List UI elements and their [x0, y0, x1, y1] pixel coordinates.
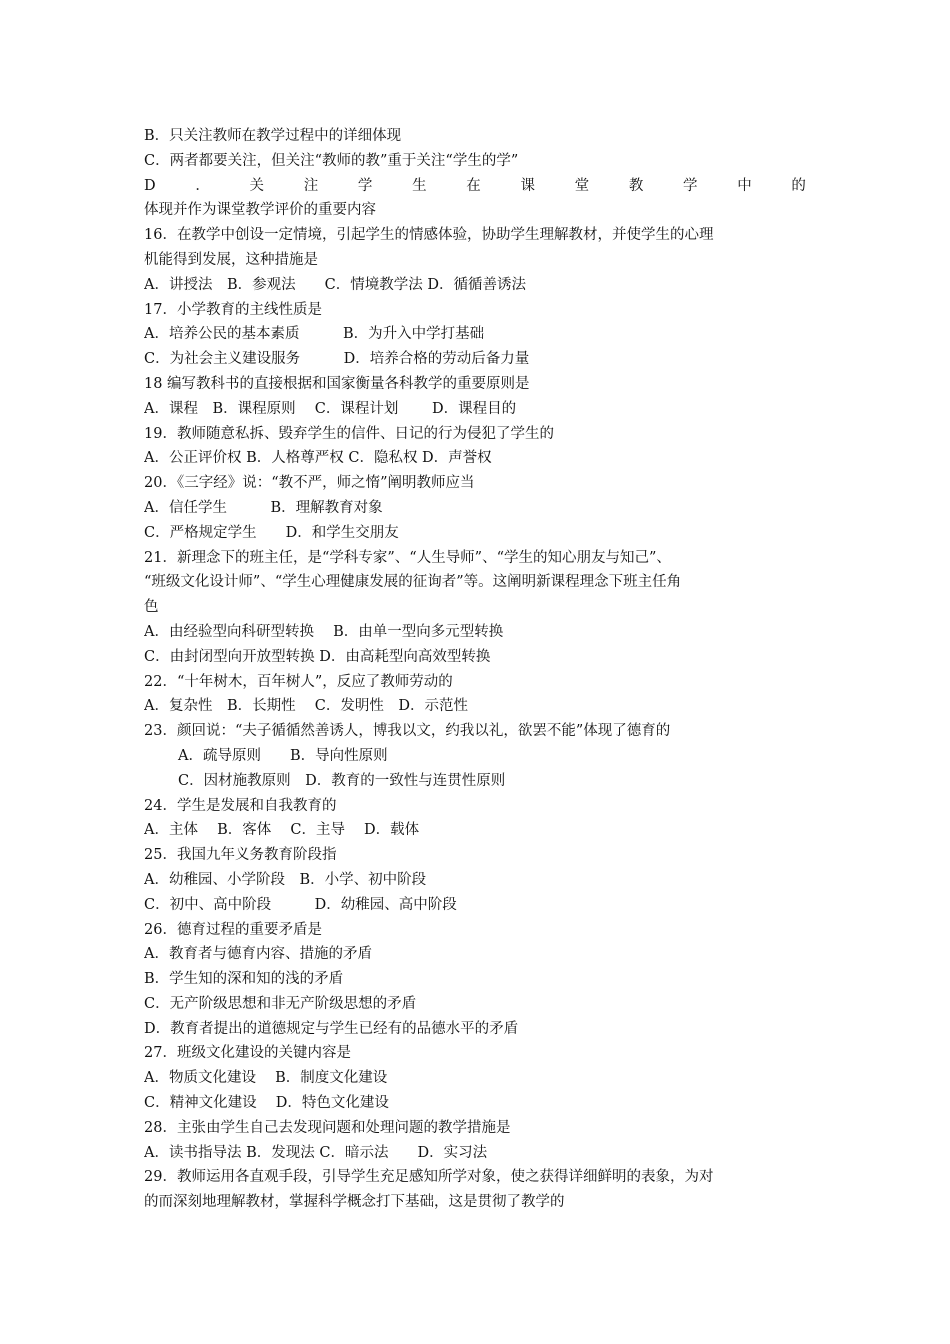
text-line: “班级文化设计师”、“学生心理健康发展的征询者”等。这阐明新课程理念下班主任角 — [144, 574, 682, 591]
text-line: A．疏导原则 B．导向性原则 — [178, 747, 388, 764]
text-line: 色 — [144, 599, 159, 616]
text-line: A．信任学生 B．理解教育对象 — [144, 499, 383, 516]
text-line: A．课程 B．课程原则 C．课程计划 D．课程目的 — [144, 400, 517, 417]
text-line: 26．德育过程的重要矛盾是 — [144, 921, 322, 938]
text-line: 的而深刻地理解教材，掌握科学概念打下基础，这是贯彻了教学的 — [144, 1194, 565, 1211]
text-line: A．复杂性 B．长期性 C．发明性 D．示范性 — [144, 698, 468, 715]
text-line: C．初中、高中阶段 D．幼稚园、高中阶段 — [144, 896, 457, 913]
text-line: 18 编写教科书的直接根据和国家衡量各科教学的重要原则是 — [144, 375, 530, 392]
text-line: B．只关注教师在教学过程中的详细体现 — [144, 128, 402, 144]
text-line: 机能得到发展，这种措施是 — [144, 251, 318, 268]
text-line: 29．教师运用各直观手段，引导学生充足感知所学对象，使之获得详细鲜明的表象，为对 — [144, 1169, 714, 1186]
text-line: A．由经验型向科研型转换 B．由单一型向多元型转换 — [144, 623, 504, 640]
text-line: 22．“十年树木，百年树人”，反应了教师劳动的 — [144, 673, 453, 690]
text-line: A．公正评价权 B．人格尊严权 C．隐私权 D．声誉权 — [144, 450, 492, 467]
text-line: C．由封闭型向开放型转换 D．由高耗型向高效型转换 — [144, 648, 491, 665]
text-line: 24．学生是发展和自我教育的 — [144, 797, 337, 814]
text-line: 16．在教学中创设一定情境，引起学生的情感体验，协助学生理解教材，并使学生的心理 — [144, 227, 714, 244]
text-line: 21．新理念下的班主任，是“学科专家”、“人生导师”、“学生的知心朋友与知己”、 — [144, 549, 671, 566]
text-line: D ． 关 注 学 生 在 课 堂 教 学 中 的 — [144, 177, 806, 194]
text-line: 19．教师随意私拆、毁弃学生的信件、日记的行为侵犯了学生的 — [144, 425, 554, 442]
text-line: A．读书指导法 B．发现法 C．暗示法 D．实习法 — [144, 1144, 488, 1161]
document-body — [144, 124, 806, 1215]
text-line: C．因材施教原则 D．教育的一致性与连贯性原则 — [178, 772, 506, 789]
text-line: C．精神文化建设 D．特色文化建设 — [144, 1095, 389, 1112]
text-line: D．教育者提出的道德规定与学生已经有的品德水平的矛盾 — [144, 1020, 519, 1037]
text-line: A．物质文化建设 B．制度文化建设 — [144, 1070, 388, 1087]
text-line: 17．小学教育的主线性质是 — [144, 301, 322, 318]
text-line: A．幼稚园、小学阶段 B．小学、初中阶段 — [144, 871, 427, 888]
text-line: A．培养公民的基本素质 B．为升入中学打基础 — [144, 326, 485, 343]
text-line: 20．《三字经》说：“教不严，师之惰”阐明教师应当 — [144, 475, 475, 492]
text-line: C．为社会主义建设服务 D．培养合格的劳动后备力量 — [144, 351, 530, 368]
text-line: C．严格规定学生 D．和学生交朋友 — [144, 524, 399, 541]
text-line: 25．我国九年义务教育阶段指 — [144, 847, 337, 864]
text-line: B．学生知的深和知的浅的矛盾 — [144, 971, 344, 988]
text-line: C．无产阶级思想和非无产阶级思想的矛盾 — [144, 995, 417, 1012]
text-line: 23．颜回说：“夫子循循然善诱人，博我以文，约我以礼，欲罢不能”体现了德育的 — [144, 723, 671, 740]
text-line: A．讲授法 B．参观法 C．情境教学法 D．循循善诱法 — [144, 276, 526, 293]
text-line: A．教育者与德育内容、措施的矛盾 — [144, 946, 372, 963]
text-line: 体现并作为课堂教学评价的重要内容 — [144, 202, 376, 219]
text-line: C．两者都要关注，但关注“教师的教”重于关注“学生的学” — [144, 152, 519, 169]
text-line: 27．班级文化建设的关键内容是 — [144, 1045, 351, 1062]
text-line: 28．主张由学生自己去发现问题和处理问题的教学措施是 — [144, 1119, 511, 1136]
text-line: A．主体 B．客体 C．主导 D．载体 — [144, 822, 420, 839]
